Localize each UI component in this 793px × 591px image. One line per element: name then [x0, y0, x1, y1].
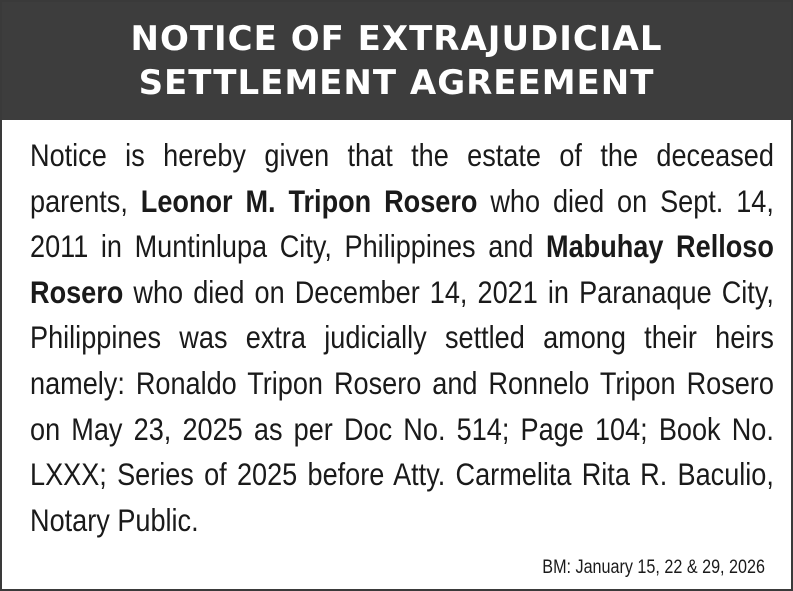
- decedent-1-name: Leonor M. Tripon Rosero: [140, 182, 478, 219]
- publication-dates: BM: January 15, 22 & 29, 2026: [542, 557, 765, 578]
- title-line-2: SETTLEMENT AGREEMENT: [138, 63, 655, 103]
- notice-body: [30, 133, 774, 543]
- title-line-1: NOTICE OF EXTRAJUDICIAL: [130, 19, 663, 59]
- title-banner: [2, 2, 791, 120]
- body-text-1: Notice is hereby given that the estate of the deceased parents,: [30, 137, 774, 219]
- body-text-3: who died on December 14, 2021 in Paranaque City, Philippines was extra judicially settled among their heirs namely: Ronaldo Tripon Rosero and Ronnelo Tripon Rosero on May 23, 2025 as per Doc No. 514; Page 104; Book No. LXXX; Series of 2025 before Atty. Carmelita Rita R. Baculio, Notary Public.: [30, 273, 774, 538]
- body-text-2: who died on Sept. 14, 2011 in Muntinlupa City, Philippines and: [30, 182, 774, 265]
- decedent-2-name: Mabuhay Relloso Rosero: [30, 228, 774, 310]
